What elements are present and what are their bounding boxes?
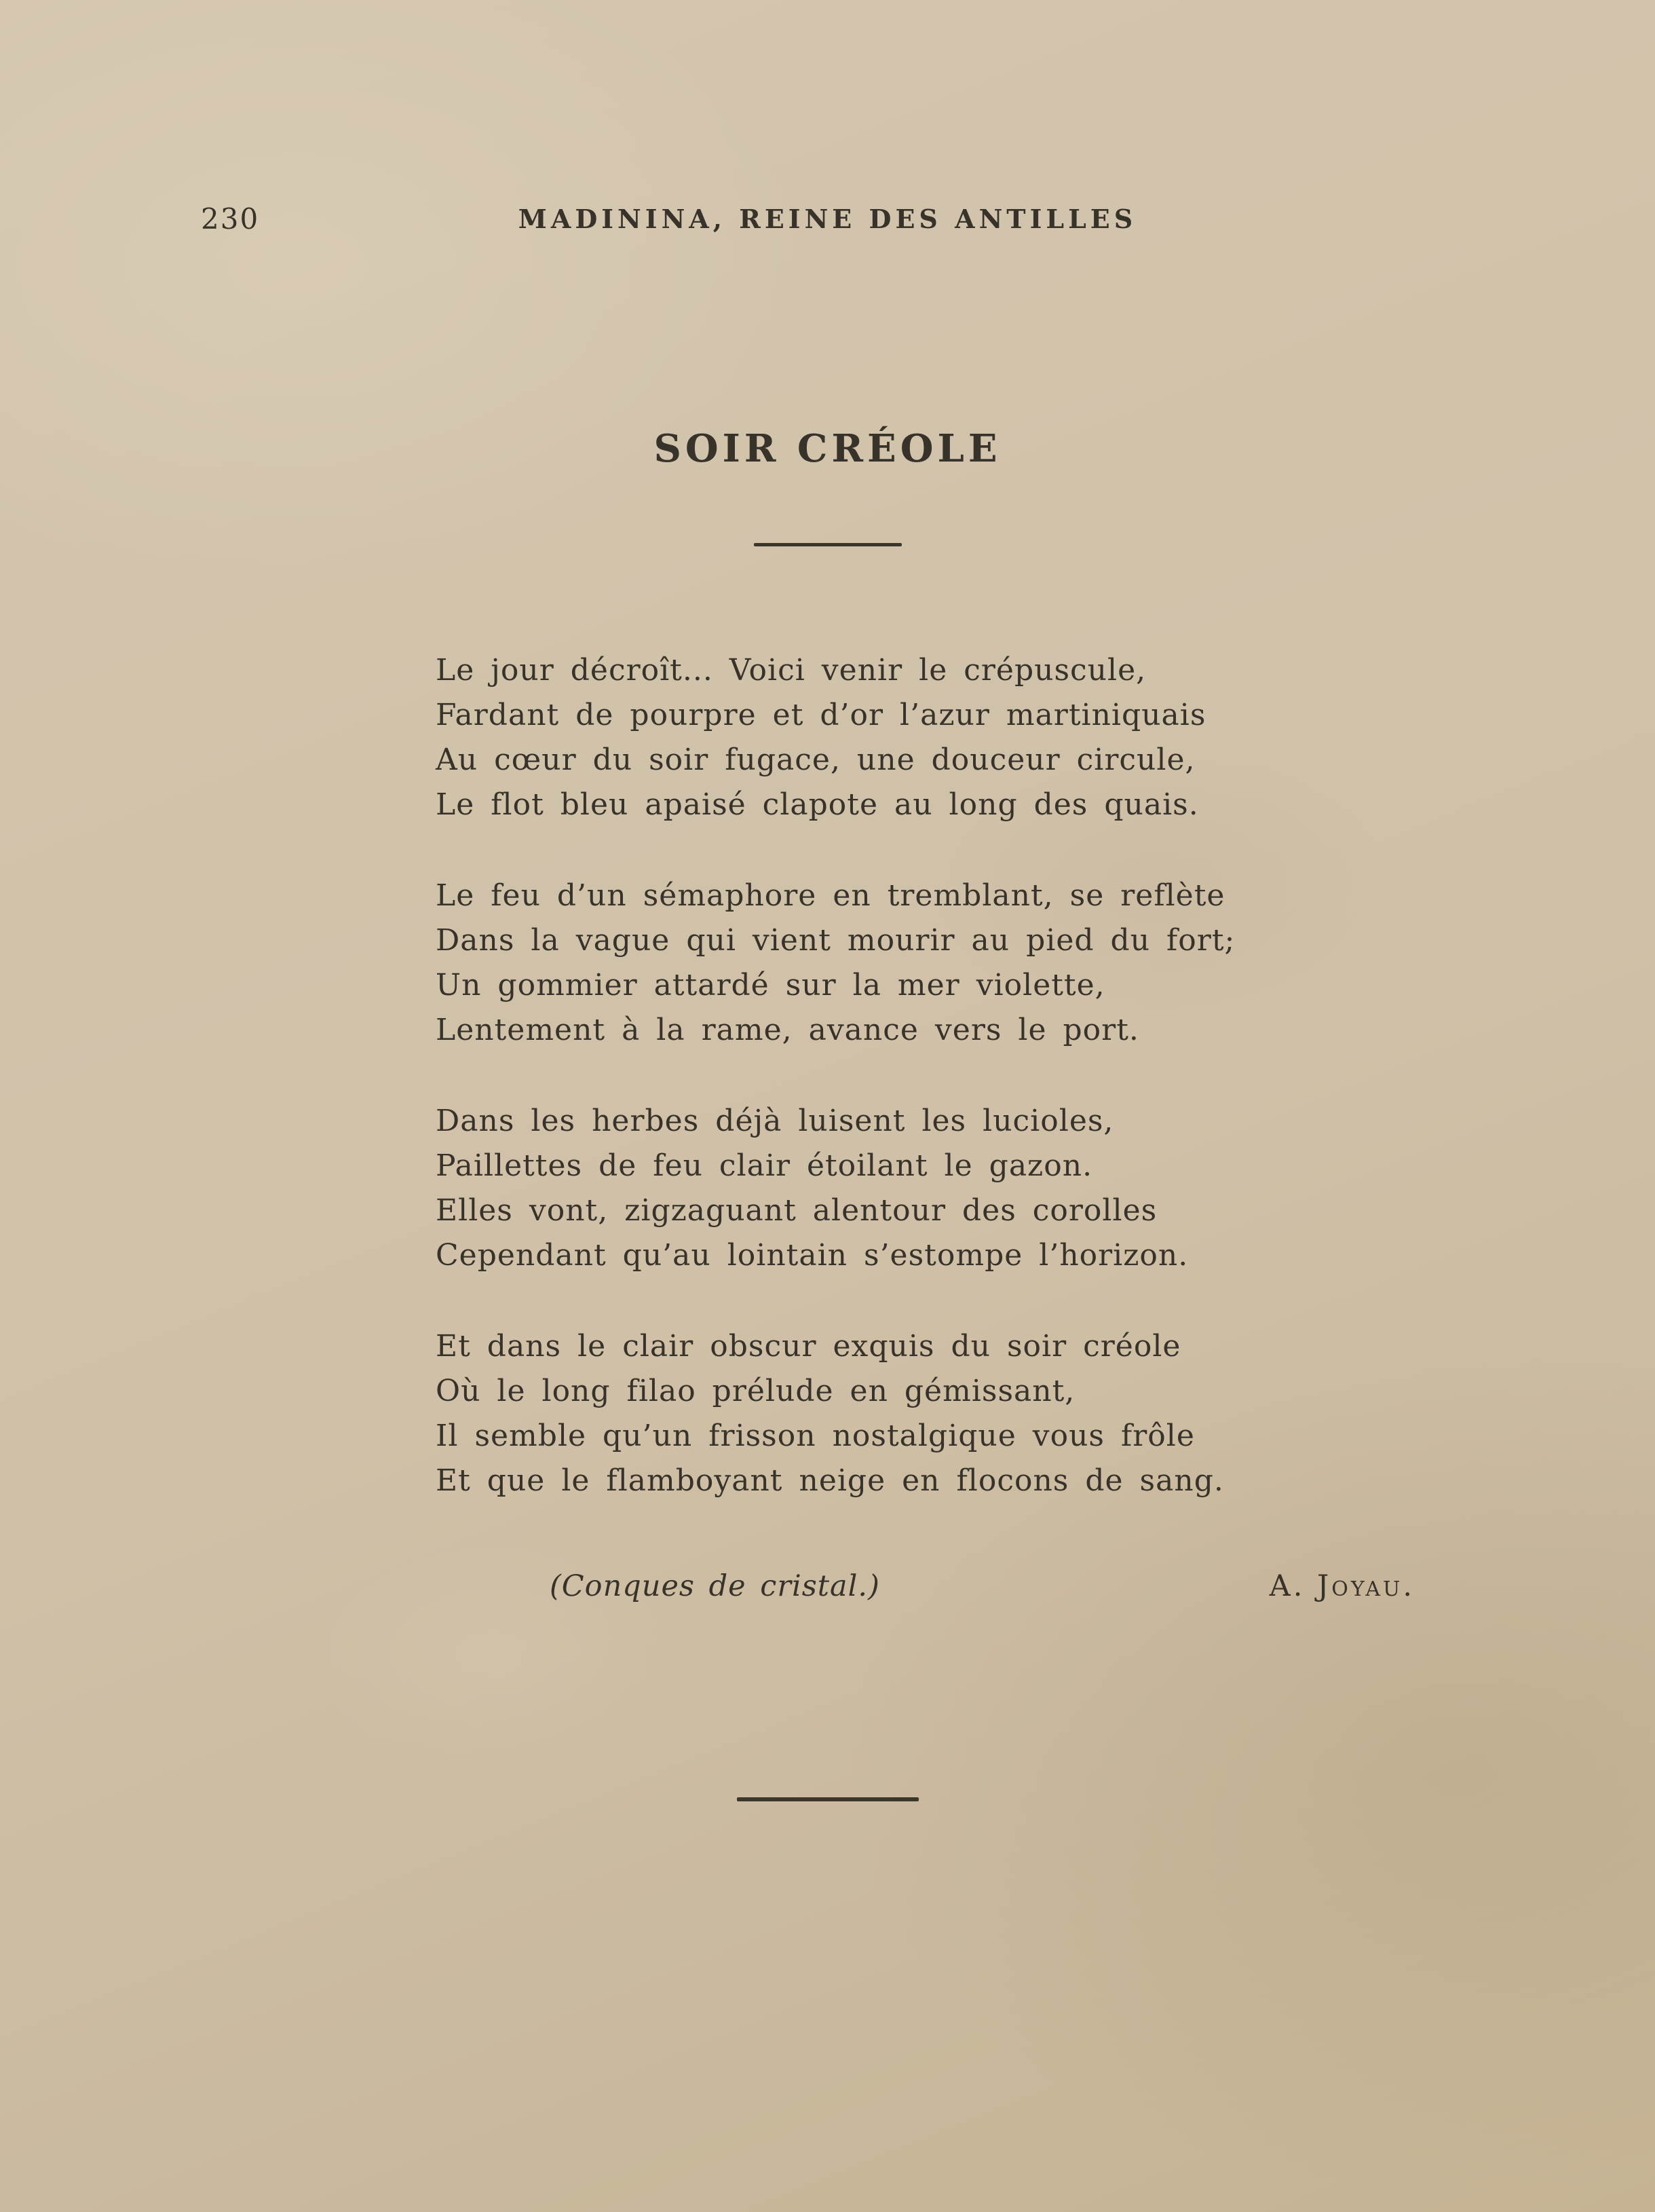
- poem-title: SOIR CRÉOLE: [653, 426, 1002, 471]
- poem-line: Au cœur du soir fugace, une douceur circule,: [436, 743, 1196, 777]
- poem-line: Paillettes de feu clair étoilant le gazon.: [436, 1148, 1093, 1183]
- title-divider-rule: [754, 543, 902, 546]
- poem-stanza-1: [436, 648, 1235, 827]
- poem-line: Le jour décroît... Voici venir le crépuscule,: [436, 653, 1147, 688]
- poem-line: Dans les herbes déjà luisent les lucioles,: [436, 1104, 1114, 1138]
- page-number: 230: [201, 202, 260, 236]
- poem-author: A. Joyau.: [1269, 1569, 1415, 1603]
- poem-stanza-4: [436, 1324, 1235, 1503]
- poem-line: Il semble qu’un frisson nostalgique vous frôle: [436, 1419, 1195, 1453]
- poem-line: Elles vont, zigzaguant alentour des corolles: [436, 1193, 1158, 1228]
- poem-line: Et dans le clair obscur exquis du soir créole: [436, 1329, 1181, 1364]
- poem-line: Un gommier attardé sur la mer violette,: [436, 968, 1105, 1002]
- poem-stanza-2: [436, 874, 1235, 1053]
- poem-line: Cependant qu’au lointain s’estompe l’horizon.: [436, 1238, 1189, 1273]
- poem-line: Où le long filao prélude en gémissant,: [436, 1374, 1076, 1408]
- attribution-row: [436, 1569, 1415, 1603]
- poem-line: Le flot bleu apaisé clapote au long des quais.: [436, 787, 1199, 822]
- poem-line: Le feu d’un sémaphore en tremblant, se reflète: [436, 878, 1225, 913]
- footer-divider-rule: [737, 1797, 919, 1801]
- poem-line: Dans la vague qui vient mourir au pied du fort;: [436, 923, 1236, 958]
- poem-line: Lentement à la rame, avance vers le port.: [436, 1013, 1139, 1047]
- poem-line: Fardant de pourpre et d’or l’azur martiniquais: [436, 698, 1206, 732]
- poem-source-title: (Conques de cristal.): [550, 1569, 880, 1603]
- running-header: MADININA, REINE DES ANTILLES: [518, 204, 1137, 234]
- poem-line: Et que le flamboyant neige en flocons de sang.: [436, 1463, 1224, 1498]
- poem-body: [436, 648, 1235, 1550]
- poem-stanza-3: [436, 1099, 1235, 1278]
